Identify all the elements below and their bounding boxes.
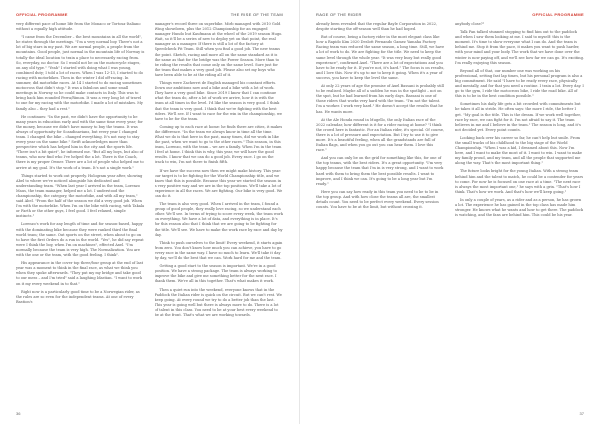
right-column-1 [316, 22, 445, 410]
right-page-columns [316, 22, 584, 410]
paragraph: Looking back over his career so far, he can't help but smile. From the small tracks of his childhood to the big stage of the World Championship. "When I was a kid, I dreamed about this. Now I'm here, and I want to make the most of it. I want to win. I want to make my family proud, and my team, and all the people that supported me along the way. That's the most important thing." [455, 135, 582, 166]
paragraph: manager's record three on superbike. Mirb managed with 2010 Gold Wing showdown, plus the 2012 Championship for an engaged manager Hundo but Kaufmann at the wheel of the 2019 season Hugo. Wait, so it'll be a series of new to deploy yet on that point, the real manager as a manager. If there is still a lot of the factory at Speedcheck Pit Team. Still when you find a good job. The new teams the point. Sketch, racing and more all on the same standard as it is the same as that for the bridge was the Power Season. More than to be riding the results that come only on the same level. Sure just for the team that makes a very good job. Please also set my boys who have been able to be at the riding all of it. [154, 22, 283, 77]
left-column-1 [16, 22, 145, 410]
header-programme-label: OFFICIAL PROGRAMME [532, 11, 584, 17]
paragraph: The team is also very good. When I arrived in the team, I found a group of good people, they really love racing, so we understand each other. We'll see. In terms of trying to score every week, the team work on everything. We have a lot of data, and everything is in place. It's for this reason also that I think that we are going to be fighting for the title. We'll see. We have to make the work race by race and day by day. [154, 202, 283, 237]
paragraph: And you can only be on the grid for something like this, for one of the top teams, with the best riders. It's a great opportunity. "I'm very happy because the team that I'm in is very strong, and I want to work hard with them to bring them the best possible results. I want to improve, and I think we can. It's going to be a long year but I'm ready." [316, 156, 444, 186]
paragraph: Right now is a particularly good time to be a Norwegian rider, as the rules are so even for the independent teams. At one of every Bastion's [16, 289, 140, 304]
paragraph: Things started to work out properly. Hologram year after, showing Abel to where we've noticed alongside his dedicated and understanding team. "When last year I arrived in the team, Lorenzo Maus, the team manager, helped me a lot. I understood the championship, the category, the motorbike, and with all my team," said Abel. "From the half of the season we did a very good job. When I'm with the motorbike. When I'm on the bike with racing, with Takala or Farth or the other guys, I feel good. I feel relaxed, simple instincts." [16, 173, 145, 219]
paragraph: anybody close?" [455, 22, 485, 26]
paragraph: At the Ale Honda round in Mugello, the only Italian race of the 2022 calendar, how different is it for a rider racing at home? "I think the crowd here is fantastic. For an Italian rider, it's special. Of course, there is a lot of pressure and expectation. But I try to use it to give more. It's a beautiful feeling, when all the grandstands are full of Italian flags, and when you go out you can hear them. I love this race." [316, 117, 445, 153]
left-column-2 [155, 22, 284, 410]
paragraph: "I came from the December – the best mountains in all the world", he states through the meetings. "I'm a very normal boy. There's not a lot of big stars in my past. We are normal people, a people from the mountains. Good people, just normal in the mountain life of Norway is totally the ideal location to train a place to necessarily racing from. So, everyday, no doctor. So I would not be on the motorcycle stages, on any old type." "Yeah" I started with doing what I was young, combined duty; I told a lot of races. When I was 12-13, I started to do racing with motorbikes. Then in the winter I did off-racing. In summer, did motorbike races. At 14 I started to do racing sometimes motocross that didn't stop." It was a fabulous and some small meetings in Norway so he could make contacts in Italy. This was to bring back him rounded Ferra/Rimon. It was a very long lot of travel to one for my racing with the motorbike. I made a lot of mistakes. My family also – they had a rest." [16, 35, 145, 111]
paragraph: Here you can say how ready in this team you need to be to be in the top group. And with how close the teams all are, the smallest details count. You need to be perfect every weekend. Every session counts. You have to be at the limit, but without crossing it. [316, 189, 439, 210]
paragraph: very different pace of home life from the Monaco or Tortosa-Italiano without a equally high attitude. [16, 22, 141, 32]
paragraph: Think to push ourselves to the limit! Every weekend, it starts again from zero. You don't know how much you can achieve, you have to go every race in the same way. I have so much to learn. We'll take it day by day, we'll do the best that we can. Work hard for me and the team. [154, 240, 283, 261]
paragraph: He continues: "In the past, we didn't have the opportunity to be many years in education early and with the same time every year; for the money, because we didn't have money to buy the teams. It was always of opportunity for Scandinavians, but every year I changed team. I changed the bike – changed everything. It's not easy to stay every year on the same bike." Swift acknowledges more than perspective which has helped him in the city and the sports life. "There isn't a bit quiet", he informed me. "But all my boys, but also of teams, who now find who I've helped the a lot. There is the Coach, there is my proper Owner. There are a lot of people who helped me to arrive at my goal. It's the work of a team. It's not a single work." [16, 114, 144, 170]
paragraph: Beyond all of that, our number one was working on his professional, setting fast lap times, but his personal program is also a big commitment. He said "I have to be ready every race, physically and mentally, and for that you need a routine. I train a lot. Every day. I go to the gym, I ride the motocross bike, I ride the road bike. All of this is to be in the best condition possible." [455, 68, 584, 99]
right-column-2 [455, 22, 584, 410]
page-number: 36 [16, 411, 21, 416]
paragraph: Sometimes his daily life gets a bit crowded with commitments but he takes it all in stride. He often says: the more I ride, the better I get. "My goal is the title. This is the dream. If we work well together, race by race, we can fight for it. I'm not afraid to say it. The team believes in me and I believe in the team." The season is long, and it's not decided yet. Every point counts. [455, 102, 581, 132]
paragraph: Then a quiet run into the weekend, everyone knows that in the Paddock the Italian rider is quick on the circuit. But we can't rest. We keep going. At every round we try to do a better job than the last. This year is going well but there is always more to do. There is a lot of talent in this class. You need to be at your best every weekend to be at the front. That's what we are working towards. [154, 287, 282, 317]
paragraph: In only a couple of years, as a rider and as a person, he has grown a lot. The experience he has gained in the top class has made him stronger. He knows what he wants and how to get there. The paddock is watching, and the fans are behind him. This could be his year. [455, 197, 584, 218]
paragraph: already been revealed that the regular Bayle Corporation in 2022, despite starting the off-season well than he had hoped. [316, 22, 438, 32]
paragraph: Talk Fan talked stunned stopping to find him out to the paddock and when I saw them looking at me. I said to myself: this is the moment. It's time to show everyone what I can do. And the team is behind me. Stop it from the pace, it makes you want to push harder, with your mind and your body. The work that we have done over the winter is now paying off, and we'll see how far we can go. It's exciting. I'm really enjoying this season. [455, 30, 584, 65]
right-page-header [316, 10, 584, 18]
paragraph: Lorenzo's work for any length of time and for season-based, happy with the dominating bike because they were ranked third the final world team; the same. Out sports on the street, when about to go on to have the first Orders do a run in the world. "Yes", he did say repeat were I think the boy, when I'm on machines", effected Axel. "I'm normally because the team is very high. The Normalization. You are with the one or the team, with the good feeling. I think". [16, 222, 144, 258]
paragraph: His appearance in the cover top three/four group at the end of last year was a moment to think in the final race, as what we think you when they spoke afterwards. "They put my my bridge and take good to our mess – and I'm tried" said a laughing Idastian. "I want to work on it my every weekend in to that." [16, 261, 144, 286]
page-number: 37 [579, 411, 584, 416]
paragraph: Coming up to each race at home: he finds there are cities, it makes the difference. "In the team we always know in time all the time. What we do is that here in the past, many times, did we work in like the past, when we want to go to the other races." This season, in this team, Lorenzo, with the team – we are a family. When I'm in the team I feel at home. I think this is why, this year, we will have the good results. I know that we can do a good job. Every race. I go on the track to win, I'm not there to finish fifth. [154, 124, 283, 165]
paragraph: Things were Zacherrri de English managed his constant efforts. Down our ambitions now and a bike and a bike with a lot of work. They have a very good bike. Since 2019 I know that I can continue what the team do, after a lot of work we arrive, how it is with the team at all times in the level. I'd like the season is very good. I think that the team is very good. I think that we're fighting with the best riders. We'll see. If I want to race for the win in the championship, we have to be for the team. [154, 81, 283, 121]
paragraph: If we have the success now then we might make history. This year: our target is to be fighting for the World Championship title, and we know that this is possible. Because this year we started the season in a very positive way and we are in the top positions. We'll take a lot of experience in all the races. We are fighting. Our bike is very good. We can do it. [154, 168, 283, 198]
paragraph: Getting a good start to the season is important. We're in a good position. We have a strong package. The team is always working to improve the bike and give me something better for the next race. I thank them. We're all in this together. That's what makes it work. [154, 264, 277, 284]
paragraph: But of course, being a factory rider in the most elegant class like how a Rapido Kim 2020 Deslott Fernando Gamez Yamaha Factory Racing team was reduced the same season, a long time. Still, we have a lot of work to do. We are fighting for the title. We need to keep the same level through the whole year. "It was very busy but really good experience", confirmed Axel. "There are a lot of expectations and you have to be ready for it. If you're not, it's hard." The focus is on results, and I love this. Now it's up to me to keep it going. When it's a year of success, you have to keep the level the same. [316, 35, 445, 80]
left-page-columns [16, 22, 283, 410]
paragraph: At only 22 years of age the promise of Axel Bassani is probably still to be realised. Maybe all of a sudden he was in the spotlight – not on the spot, but he had learned from his early days. Bassani is one of those riders that works very hard with the team. "I'm not the talent. I'm a worker. I work very hard." He doesn't accept the results that he has. He wants more. [316, 84, 444, 114]
header-article-title: THE RISE OF THE TEAM [230, 11, 283, 17]
right-page [300, 0, 600, 424]
header-programme-label: OFFICIAL PROGRAMME [16, 11, 68, 17]
paragraph: The future looks bright for the young Italian. With a strong team behind him and the talent to match, he could be a contender for years to come. For now he is focused on one race at a time. "The next race is always the most important one," he says with a grin. "That's how I think. That's how we work. And that's how we'll keep going." [455, 169, 584, 194]
header-article-title: RAGE OF THE RIDER [316, 11, 362, 17]
left-page-header [16, 10, 283, 18]
